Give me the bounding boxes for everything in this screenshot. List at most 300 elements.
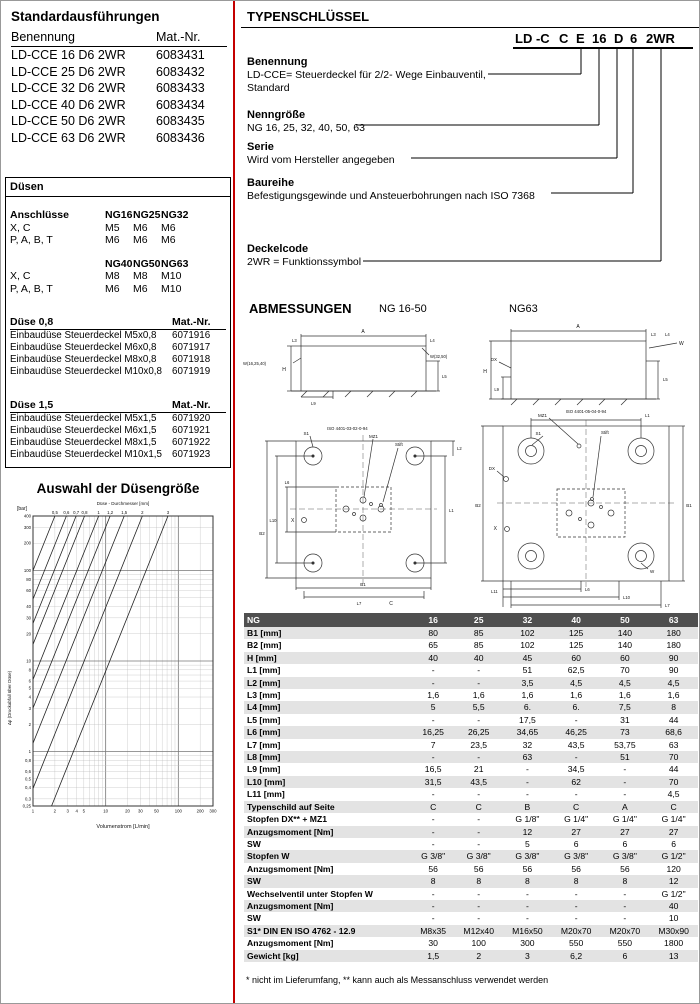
svg-text:0,7: 0,7 [73,510,80,515]
svg-text:400: 400 [23,513,31,519]
port-label: P, A, B, T [10,234,53,246]
nozzle15-matnr-col: Mat.-Nr. [172,399,211,411]
dim-table-row [244,726,698,738]
thread-size: M6 [161,234,176,246]
dim-value: 125 [568,640,584,651]
dim-value: - [477,814,481,825]
svg-text:100: 100 [23,567,31,573]
dim-value: 43,5 [454,776,503,788]
svg-text:30: 30 [26,615,31,621]
dim-value: M16x50 [503,925,552,937]
dim-label-l2: L2 [457,446,462,451]
thread-size: M6 [133,221,148,234]
thread-size: M6 [161,221,176,234]
svg-text:5: 5 [82,808,85,814]
dim-value: G 1/2" [649,850,698,862]
dim-value: 8 [503,875,552,887]
dim-table-row [244,701,698,713]
dimensions-subtitle-ng63: NG63 [509,303,538,315]
nozzle-name: Einbaudüse Steuerdeckel M5x0,8 [10,330,157,341]
dim-value: 5 [525,838,530,849]
dim-label-l1: L1 [645,413,650,418]
port-thread-row [10,283,226,296]
dim-label-l4: L4 [665,332,670,337]
dim-value: 4,5 [601,677,650,689]
dim-value: 68,6 [649,726,698,738]
dim-value: - [477,665,481,676]
column-divider [233,1,235,1004]
dim-value: G 3/8" [454,850,503,862]
dim-value: - [525,913,529,924]
svg-text:2: 2 [53,808,57,814]
dim-row-label: L9 [mm] [247,764,281,775]
dim-row-label: L2 [mm] [244,677,412,689]
drawing-ng16-50 [265,334,455,599]
dim-value: C [649,801,698,813]
dim-value: - [431,913,435,924]
dim-value: - [431,814,435,825]
dim-value: 550 [617,938,633,949]
entry-label: Serie [247,141,274,153]
standard-versions-title: Standardausführungen [11,9,160,24]
svg-text:2: 2 [141,510,144,515]
dim-value: 70 [620,665,630,676]
col-benennung: Benennung [11,30,75,44]
dim-value: 85 [454,627,503,639]
dim-value: 6 [601,950,650,962]
dim-value: 44 [668,714,679,725]
dim-value: 16,25 [412,726,454,738]
thread-size: M8 [133,270,148,282]
nozzle-name: Einbaudüse Steuerdeckel M6x1,5 [10,425,157,436]
svg-text:4: 4 [75,808,78,814]
dim-value: - [412,826,454,838]
dim-value: - [623,888,627,899]
dim-table-row [244,912,698,924]
dim-row-label: Gewicht [kg] [244,950,412,962]
dim-value: 32 [522,739,533,750]
dim-value: 56 [473,863,484,874]
port-thread-row [10,234,226,247]
dim-value: 7 [430,739,436,750]
dim-label-l6: L6 [585,587,590,592]
dim-value: 1,6 [521,690,534,701]
code-part-size: 16 [592,31,607,46]
svg-text:30: 30 [137,808,143,814]
dim-row-label: L1 [mm] [247,665,281,676]
nozzle-row [10,437,226,449]
code-part-e: E [576,31,585,46]
dim-value: 1800 [664,938,684,949]
dim-value: - [477,838,481,849]
ng63-col: NG63 [161,257,189,270]
dim-table-row [244,788,698,800]
nozzle15-header [10,399,226,413]
dim-value: M30x90 [649,925,698,937]
dim-value: 1,6 [472,690,485,701]
dim-row-label: L5 [mm] [247,714,281,725]
port-label: P, A, B, T [10,282,53,295]
svg-text:3: 3 [166,510,170,515]
svg-text:50: 50 [154,808,159,814]
dim-label-l9: L9 [494,387,499,392]
dim-value: 1,6 [427,690,440,701]
dim-value: 31 [620,714,630,725]
dim-value: 140 [617,640,633,651]
nozzle08-header [10,316,226,330]
dim-label-l11: L11 [491,589,498,594]
version-matnr: 6083434 [156,97,205,112]
dim-value: 10 [668,913,679,924]
nozzle-row [10,366,226,378]
nozzle-selection-chart [5,498,231,843]
svg-text:10: 10 [26,658,31,664]
dim-value: 6,2 [552,950,601,962]
dim-value: 63 [668,739,679,750]
dim-value: 4,5 [667,789,680,800]
dim-value: 8 [412,875,454,887]
entry-text: NG 16, 25, 32, 40, 50, 63 [247,122,365,134]
svg-text:100: 100 [174,808,182,814]
ports-header-ng16-32 [10,209,226,222]
dim-value: 34,5 [567,764,585,775]
dim-label-l10: L10 [623,595,630,600]
dim-value: 8 [649,701,698,713]
dim-table-row [244,813,698,825]
port-thread-row [10,270,226,283]
dim-label-l4: L4 [430,338,435,343]
dim-label-mz1: MZ1 [369,434,378,439]
dim-value: G 1/2" [661,888,686,899]
dim-table-row [244,664,698,676]
svg-text:8: 8 [28,667,31,673]
dim-value: 1,6 [570,690,583,701]
dim-table-row [244,689,698,701]
iso-code-ng16-50: ISO 4401-03-02-0-94 [327,426,368,431]
ng32-col: NG32 [161,209,189,221]
dim-value: 5 [412,701,454,713]
dim-value: 63 [503,751,552,763]
dim-value: 30 [428,938,438,949]
dim-value: - [574,789,578,800]
dim-value: - [431,838,435,849]
drawing-ng63 [481,329,685,608]
dim-value: 1,6 [667,690,680,701]
dim-value: 51 [522,665,533,676]
dim-value: C [454,801,503,813]
dim-label-mz1: MZ1 [538,413,547,418]
entry-label: Deckelcode [247,243,309,255]
thread-size: M10 [161,270,182,282]
dim-value: C [412,801,454,813]
nozzle08-matnr-col: Mat.-Nr. [172,316,211,328]
dim-value: 90 [649,652,698,664]
dim-label-w-32-50: W(32,50) [430,354,448,359]
dim-row-label: L8 [mm] [244,751,412,763]
dim-value: - [623,789,627,800]
dim-row-label: B1 [mm] [244,627,412,639]
dim-label-stift: Stift [395,442,403,447]
dim-value: - [552,751,601,763]
dim-label-a: A [576,324,580,330]
dim-value: B [503,801,552,813]
chart-unit-label: [bar] [17,506,28,512]
dim-value: 8 [552,875,601,887]
dim-value: 85 [473,640,484,651]
dim-value: - [454,677,503,689]
dim-label-x: X [493,526,497,532]
dim-value: 3,5 [503,677,552,689]
svg-text:0,6: 0,6 [25,769,31,775]
dim-table-row [244,937,698,949]
thread-size: M6 [105,234,120,246]
standard-version-row [11,47,227,64]
dim-value: 13 [649,950,698,962]
dim-value: M20x70 [552,925,601,937]
dim-value: 80 [412,627,454,639]
svg-text:200: 200 [196,808,204,814]
nozzle15-rows [10,413,226,461]
nozzle-matnr: 6071920 [172,413,211,424]
dim-value: 73 [601,726,650,738]
dim-row-label: L4 [mm] [244,701,412,713]
dim-table-row [244,850,698,862]
dim-value: 120 [666,863,681,874]
dim-value: 12 [649,875,698,887]
dim-value: - [477,714,481,725]
nozzle-matnr: 6071917 [172,342,211,353]
dim-value: 56 [522,863,533,874]
dim-label-w: W [679,341,684,347]
chart-xlabel: Volumenstrom [L/min] [96,824,150,830]
dim-table-row [244,900,698,912]
ports-header-ng40-63 [10,258,226,271]
nozzle-matnr: 6071919 [172,366,211,377]
dim-value: 40 [454,652,503,664]
dim-label-b2: B2 [475,503,481,508]
dim-value: 45 [503,652,552,664]
ports-label: Anschlüsse [10,209,69,221]
dim-row-label: SW [247,838,261,849]
dim-value: 23,5 [470,739,488,750]
dim-value: - [431,665,435,676]
technical-drawings [241,317,700,609]
dim-label-l5: L5 [442,374,447,379]
svg-text:0,5: 0,5 [25,776,31,782]
dim-label-a: A [361,329,365,335]
dim-label-s1: S1 [303,431,309,436]
dim-value: 40 [412,652,454,664]
thread-size: M10 [161,282,182,295]
dim-label-l3: L3 [651,332,656,337]
dim-table-row [244,652,698,664]
entry-label: Nenngröße [247,109,306,121]
dim-label-h: H [483,369,487,375]
dim-row-label: Stopfen DX** + MZ1 [247,814,327,825]
dim-value: - [454,751,503,763]
dim-row-label: SW [244,875,412,887]
dim-value: 31,5 [412,776,454,788]
svg-text:0,8: 0,8 [81,510,88,515]
dimensions-subtitle-ng16-50: NG 16-50 [379,303,427,315]
code-part-c: C [559,31,569,46]
code-part-ldc: LD -C [515,31,550,46]
thread-size: M6 [105,282,120,295]
dim-label-l1: L1 [449,508,454,513]
dim-label-b2: B2 [259,531,265,536]
dim-table-row [244,776,698,788]
dim-table-row [244,801,698,813]
dim-value: 34,65 [503,726,552,738]
dim-value: 62,5 [567,665,585,676]
svg-text:10: 10 [103,808,109,814]
chart-ylabel: Δp (Druckabfall über Düse) [7,670,12,726]
dim-table-row [244,838,698,850]
nozzle-row [10,330,226,342]
dim-table-row [244,875,698,887]
dim-value: 27 [601,826,650,838]
dim-value: 6. [503,701,552,713]
dim-value: 6 [573,838,579,849]
dim-value: - [525,764,529,775]
dim-row-label: Anzugsmoment [Nm] [247,938,334,949]
entry-text: LD-CCE= Steuerdeckel für 2/2- Wege Einbauventil, Standard [247,69,486,94]
port-label: X, C [10,221,31,234]
dim-value: 6. [552,701,601,713]
code-part-deckelcode: 2WR [646,31,675,46]
svg-text:0,25: 0,25 [22,803,31,809]
dim-value: - [525,888,529,899]
dim-label-w-16-25-40: W(16,25,40) [243,361,267,366]
dim-table-row [244,677,698,689]
nozzle-row [10,342,226,354]
nozzle-row [10,354,226,366]
dim-value: 56 [571,863,581,874]
dim-value: 51 [601,751,650,763]
nozzle-row [10,413,226,425]
version-name: LD-CCE 16 D6 2WR [11,48,126,62]
nozzle-matnr: 6071921 [172,425,211,436]
code-part-serie: D [614,31,624,46]
dim-label-l10: L10 [269,518,277,523]
chart-title: Auswahl der Düsengröße [36,481,200,496]
dim-value: - [623,764,627,775]
dim-value: 100 [471,938,486,949]
dim-value: 8 [601,875,650,887]
dim-value: 27 [649,826,698,838]
type-key-connector-lines [241,1,700,301]
dim-row-label: Wechselventil unter Stopfen W [247,888,373,899]
dim-value: - [431,714,435,725]
dim-label-s1: S1 [535,431,541,436]
dim-value: 26,25 [454,726,503,738]
dim-row-label: Stopfen W [244,850,412,862]
entry-label: Baureihe [247,177,295,189]
dim-value: 1,5 [412,950,454,962]
port-label: X, C [10,270,31,282]
standard-versions-rows [11,47,227,146]
dim-row-label: Typenschild auf Seite [244,801,412,813]
svg-text:5: 5 [28,685,31,691]
nozzle-name: Einbaudüse Steuerdeckel M10x0,8 [10,366,162,377]
svg-text:0,3: 0,3 [25,796,31,802]
dim-value: 70 [649,776,698,788]
dim-value: G 1/8" [515,814,540,825]
dim-label-dx: DX [490,357,497,362]
dim-value: 180 [666,640,681,651]
dim-label-l7: L7 [665,603,670,608]
nozzle-matnr: 6071916 [172,330,211,341]
svg-text:1: 1 [28,749,31,755]
dim-row-label: L7 [mm] [247,739,281,750]
dim-header-50: 50 [601,613,650,627]
dim-value: 70 [649,751,698,763]
nozzle08-rows [10,330,226,378]
nozzle-matnr: 6071922 [172,437,211,448]
dim-value: 60 [552,652,601,664]
standard-version-row [11,97,227,114]
dim-value: A [601,801,650,813]
dim-value: 102 [503,627,552,639]
dim-row-label: B2 [mm] [247,640,282,651]
dim-value: C [552,801,601,813]
dim-label-c: C [389,601,393,607]
dim-value: - [412,751,454,763]
dim-value: - [412,900,454,912]
dim-value: - [503,776,552,788]
dim-row-label: S1* DIN EN ISO 4762 - 12.9 [244,925,412,937]
dim-value: 4,5 [552,677,601,689]
dim-value: - [552,900,601,912]
port-thread-row [10,222,226,235]
dim-label-b1: B1 [686,503,692,508]
svg-text:60: 60 [26,588,31,594]
svg-text:200: 200 [23,540,31,546]
dim-value: 102 [520,640,535,651]
dim-label-l5: L5 [663,377,668,382]
dim-label-w: W [650,569,655,574]
version-matnr: 6083431 [156,48,205,62]
dim-header-32: 32 [503,613,552,627]
thread-size: M6 [133,234,148,246]
dim-row-label: L10 [mm] [244,776,412,788]
dim-value: 6 [622,838,628,849]
svg-text:300: 300 [23,524,31,530]
dim-row-label: L11 [mm] [247,789,285,800]
nozzle-name: Einbaudüse Steuerdeckel M6x0,8 [10,342,157,353]
dim-table-row [244,826,698,838]
version-name: LD-CCE 40 D6 2WR [11,97,126,112]
dim-value: 7,5 [601,701,650,713]
version-matnr: 6083436 [156,130,205,145]
dim-value: 43,5 [567,739,585,750]
chart-top-label: Düse - Durchmesser [mm] [96,501,150,506]
standard-version-row [11,113,227,130]
dim-table-row [244,763,698,775]
iso-code-ng63: ISO 4401-05-04-0-94 [565,409,607,414]
svg-text:0,5: 0,5 [51,510,58,515]
dim-value: 53,75 [614,739,636,750]
standard-version-row [11,130,227,147]
dim-table-row [244,925,698,937]
dim-header-25: 25 [454,613,503,627]
version-name: LD-CCE 50 D6 2WR [11,114,126,128]
version-name: LD-CCE 63 D6 2WR [11,130,126,145]
dim-row-label: H [mm] [244,652,412,664]
dim-label-b1: B1 [360,582,366,587]
chart-grid [23,510,218,814]
dim-value: - [601,776,650,788]
